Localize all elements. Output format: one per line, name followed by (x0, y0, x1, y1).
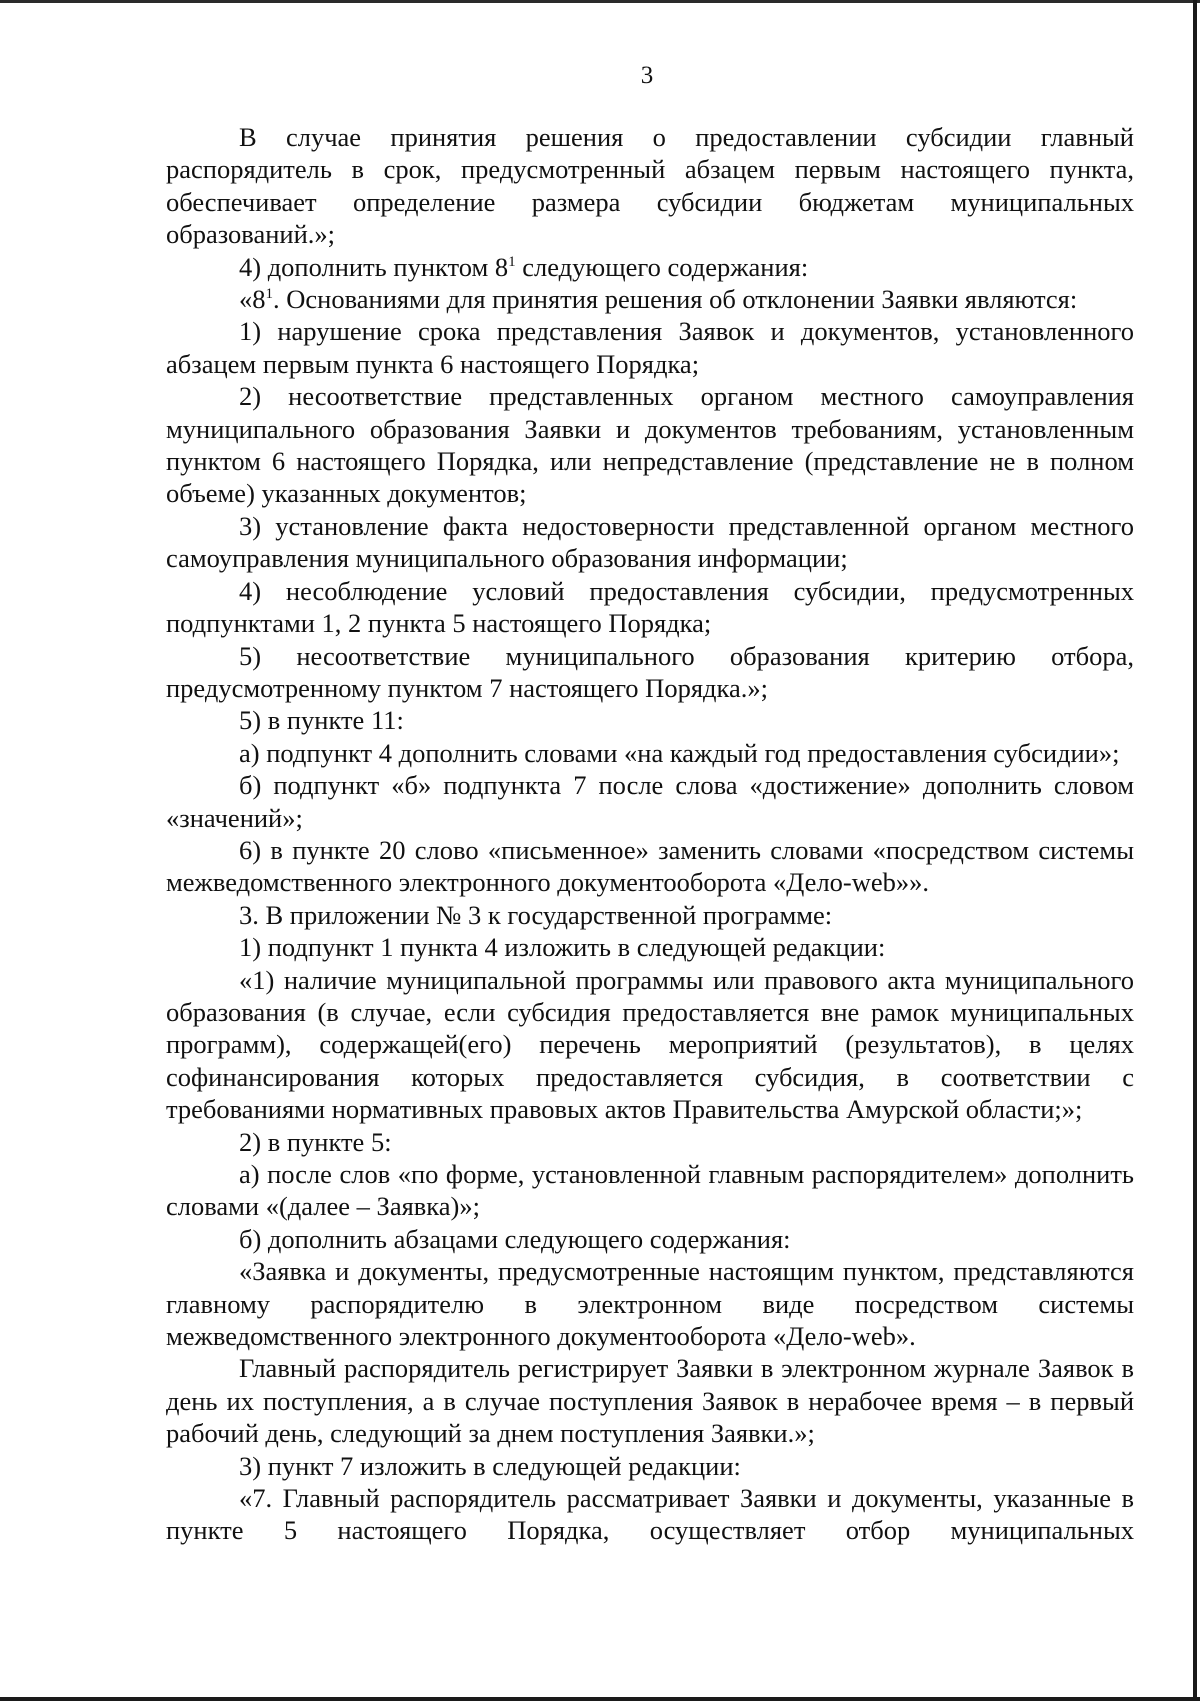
paragraph: «Заявка и документы, предусмотренные настоящим пунктом, представляются главному распорядителю в электронном виде посредством системы межведомственного электронного документооборота «Дело-web». (166, 1256, 1134, 1352)
paragraph: В случае принятия решения о предоставлении субсидии главный распорядитель в срок, предусмотренный абзацем первым настоящего пункта, обеспечивает определение размера субсидии бюджетам муниципальных образований.»; (166, 122, 1134, 250)
paragraph: «1) наличие муниципальной программы или правового акта муниципального образования (в случае, если субсидия предоставляется вне рамок муниципальных программ), содержащей(его) перечень мероприятий (результатов), в целях софинансирования которых предоставляется субсидия, в соответствии с требованиями нормативных правовых актов Правительства Амурской области;»; (166, 964, 1134, 1125)
paragraph: 1) нарушение срока представления Заявок и документов, установленного абзацем первым пункта 6 настоящего Порядка; (166, 316, 1134, 379)
paragraph: «$8^1$. Основаниями для принятия решения об отклонении Заявки являются: (239, 284, 1078, 315)
paragraph: 1) подпункт 1 пункта 4 изложить в следующей редакции: (239, 932, 886, 963)
paragraph: 5) несоответствие муниципального образования критерию отбора, предусмотренному пунктом 7 настоящего Порядка.»; (166, 640, 1134, 703)
paragraph: 5) в пункте 11: (239, 705, 404, 736)
paragraph: 3. В приложении № 3 к государственной программе: (239, 899, 833, 930)
paragraph: 2) в пункте 5: (239, 1126, 392, 1157)
superscript-one: 1 (265, 286, 273, 303)
paragraph: 3) установление факта недостоверности представленной органом местного самоуправления муниципального образования информации; (166, 510, 1134, 574)
page-number: 3 (640, 62, 654, 89)
paragraph: б) дополнить абзацами следующего содержания: (239, 1223, 791, 1254)
superscript-one: 1 (508, 253, 516, 270)
paragraph: Главный распорядитель регистрирует Заявки в электронном журнале Заявок в день их поступления, а в случае поступления Заявок в нерабочее время – в первый рабочий день, следующий за днем поступления Заявки.»; (166, 1353, 1134, 1449)
paragraph: а) после слов «по форме, установленной главным распорядителем» дополнить словами «(далее – Заявка)»; (166, 1159, 1134, 1222)
paragraph: 3) пункт 7 изложить в следующей редакции: (239, 1450, 741, 1481)
paragraph: 4) несоблюдение условий предоставления субсидии, предусмотренных подпунктами 1, 2 пункта 5 настоящего Порядка; (166, 575, 1134, 639)
scan-edge-top (0, 0, 1200, 3)
paragraph: 6) в пункте 20 слово «письменное» заменить словами «посредством системы межведомственного электронного документооборота «Дело-web»». (166, 834, 1134, 898)
paragraph: «7. Главный распорядитель рассматривает Заявки и документы, указанные в пункте 5 настоящего Порядка, осуществляет отбор муниципальных (166, 1483, 1134, 1546)
scan-edge-right (1193, 0, 1197, 1701)
paragraph: 4) дополнить пунктом $8^1$ следующего содержания: (239, 251, 809, 282)
document-body (166, 121, 1134, 1547)
paragraph: а) подпункт 4 дополнить словами «на каждый год предоставления субсидии»; (239, 737, 1120, 768)
scan-edge-bottom (0, 1697, 1200, 1701)
paragraph: б) подпункт «б» подпункта 7 после слова «достижение» дополнить словом «значений»; (166, 770, 1134, 833)
paragraph: 2) несоответствие представленных органом местного самоуправления муниципального образования Заявки и документов требованиям, установленным пунктом 6 настоящего Порядка, или непредставление (представление не в полном объеме) указанных документов; (166, 381, 1134, 509)
